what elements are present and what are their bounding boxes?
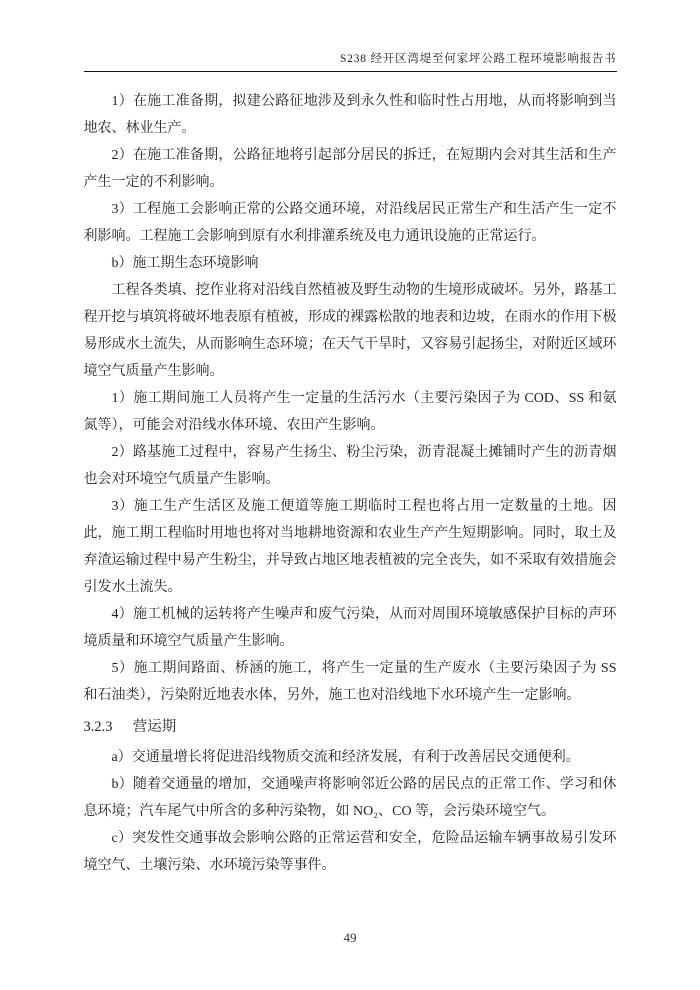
paragraph: b）随着交通量的增加，交通噪声将影响邻近公路的居民点的正常工作、学习和休息环境；汽车尾气中所含的多种污染物，如 NO₂、CO 等，会污染环境空气。: [83, 777, 617, 819]
paragraph: 1）在施工准备期，拟建公路征地涉及到永久性和临时性占用地，从而将影响到当地农、林业生产。: [83, 94, 617, 136]
page-number: 49: [343, 930, 357, 945]
paragraph: 工程各类填、挖作业将对沿线自然植被及野生动物的生境形成破坏。另外，路基工程开挖与填筑将破坏地表原有植被，形成的裸露松散的地表和边坡，在雨水的作用下极易形成水土流失，从而影响生态环境；在天气干旱时，又容易引起扬尘，对附近区域环境空气质量产生影响。: [83, 283, 617, 379]
section-heading: [84, 714, 617, 741]
running-header-title: S238 经开区湾堤至何家坪公路工程环境影响报告书: [339, 53, 617, 65]
document-page: [84, 0, 617, 879]
paragraph: 4）施工机械的运转将产生噪声和废气污染，从而对周围环境敏感保护目标的声环境质量和环境空气质量产生影响。: [83, 607, 617, 649]
paragraph: c）突发性交通事故会影响公路的正常运营和安全，危险品运输车辆事故易引发环境空气、土壤污染、水环境污染等事件。: [83, 831, 617, 873]
paragraph: 5）施工期间路面、桥涵的施工，将产生一定量的生产废水（主要污染因子为 SS 和石油类），污染附近地表水体，另外，施工也对沿线地下水环境产生一定影响。: [83, 661, 617, 703]
paragraph: 2）路基施工过程中，容易产生扬尘、粉尘污染，沥青混凝土摊铺时产生的沥青烟也会对环境空气质量产生影响。: [83, 445, 617, 487]
paragraph: 3）施工生产生活区及施工便道等施工期临时工程也将占用一定数量的土地。因此，施工期工程临时用地也将对当地耕地资源和农业生产产生短期影响。同时，取土及弃渣运输过程中易产生粉尘，并导致占地区地表植被的完全丧失，如不采取有效措施会引发水土流失。: [83, 499, 617, 595]
paragraph: 2）在施工准备期，公路征地将引起部分居民的拆迁，在短期内会对其生活和生产产生一定的不利影响。: [83, 148, 617, 190]
paragraph: a）交通量增长将促进沿线物质交流和经济发展，有利于改善居民交通便利。: [111, 750, 580, 765]
page-header: [84, 0, 617, 72]
document-body: [84, 88, 617, 879]
section-number: 3.2.3: [83, 719, 113, 735]
page-footer: [0, 930, 700, 946]
paragraph: b）施工期生态环境影响: [111, 256, 259, 271]
paragraph: 1）施工期间施工人员将产生一定量的生活污水（主要污染因子为 COD、SS 和氨氮等），可能会对沿线水体环境、农田产生影响。: [83, 391, 617, 433]
section-title: 营运期: [132, 719, 177, 735]
paragraph: 3）工程施工会影响正常的公路交通环境，对沿线居民正常生产和生活产生一定不利影响。工程施工会影响到原有水利排灌系统及电力通讯设施的正常运行。: [83, 202, 617, 244]
